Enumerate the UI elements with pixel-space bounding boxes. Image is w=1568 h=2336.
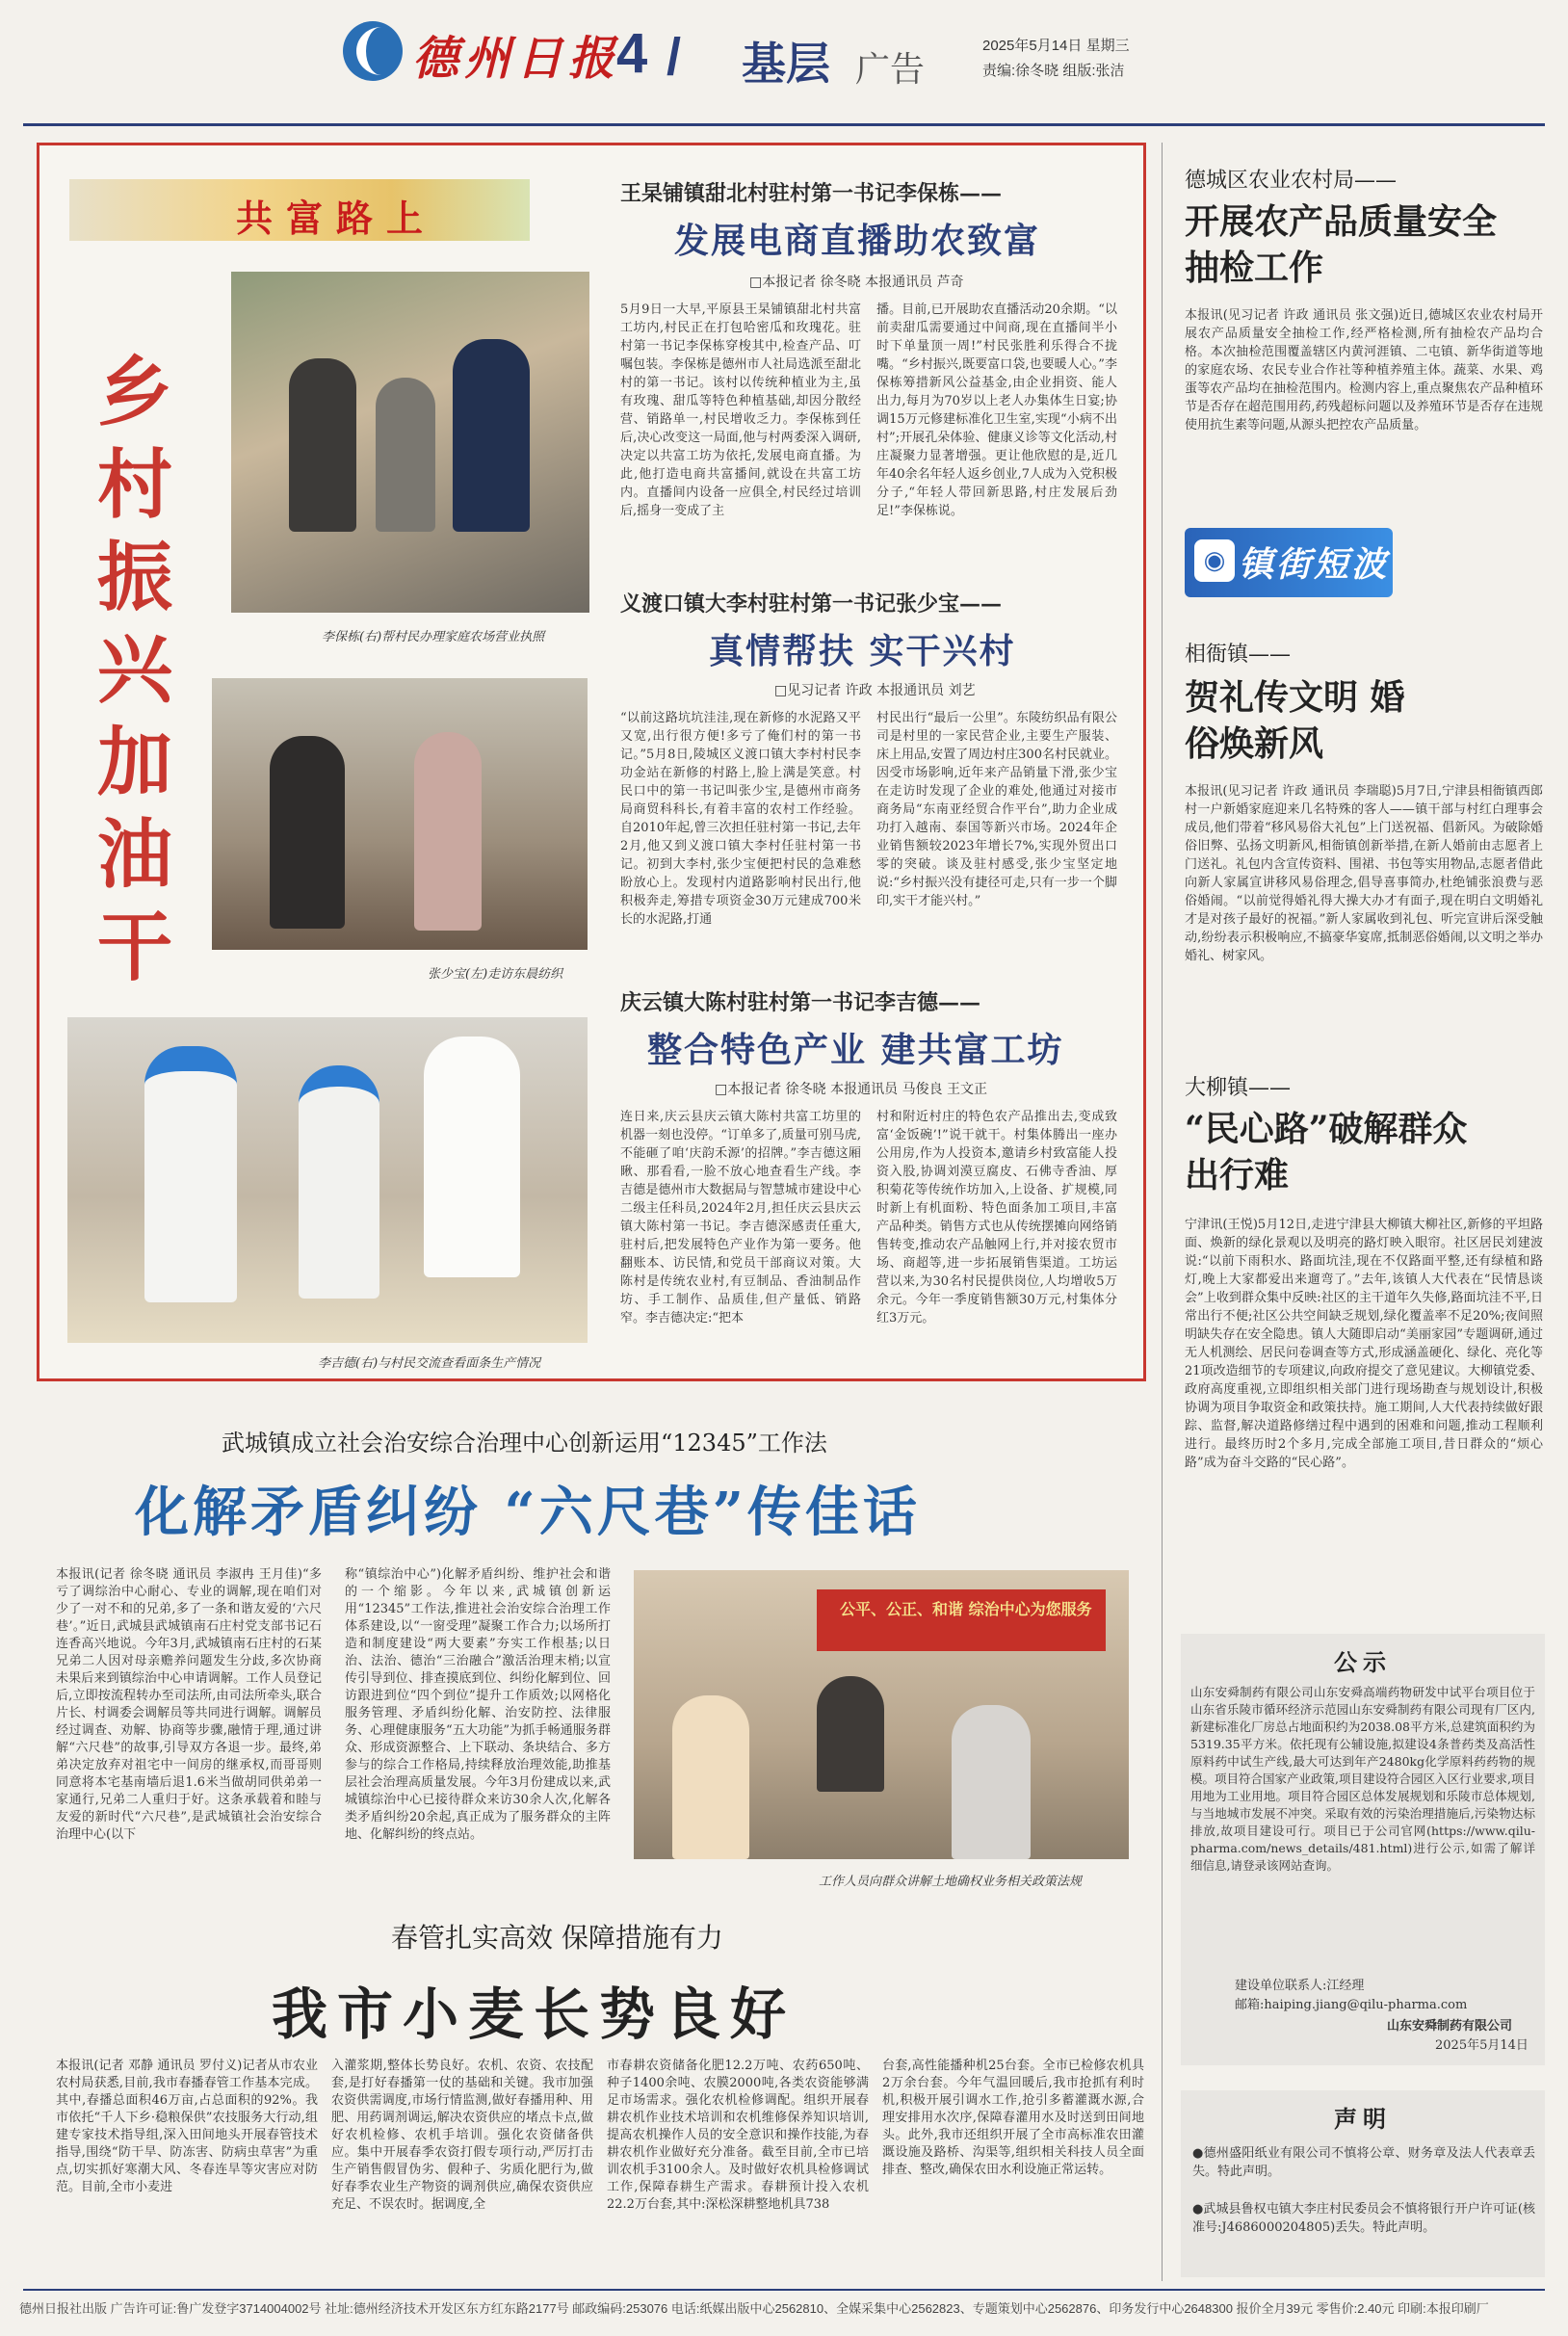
page-number: 4 <box>616 22 648 85</box>
notice-company: 山东安舜制药有限公司 <box>1387 2019 1513 2034</box>
notice-header: 公示 <box>1334 1648 1392 1676</box>
statement-item: ●德州盛阳纸业有限公司不慎将公章、财务章及法人代表章丢失。特此声明。 <box>1192 2146 1535 2179</box>
person-figure <box>952 1705 1031 1859</box>
article-body: 播。目前,已开展助农直播活动20余期。“以前卖甜瓜需要通过中间商,现在直播间半小时下单量顶一周!”村民张胜利乐得合不拢嘴。“乡村振兴,既要富口袋,也要暖人心。”李保栋筹措新风公益基金,由企业捐资、能人出力,每月为70岁以上老人办集体生日宴;协调15万元修建标准化卫生室,实现“小病不出村”;开展孔朵体验、健康义诊等文化活动,村庄凝聚力显著增强。更让他欣慰的是,近几年40余名年轻人返乡创业,7人成为入党积极分子,“年轻人带回新思路,村庄发展后劲足!”李保栋说。 <box>876 302 1117 518</box>
article-body: 5月9日一大早,平原县王杲铺镇甜北村共富工坊内,村民正在打包哈密瓜和玫瑰花。驻村第一书记李保栋穿梭其中,检查产品、叮嘱包装。李保栋是德州市人社局选派至甜北村的第一书记。该村以传统种植业为主,虽有玫瑰、甜瓜等特色种植基础,却因分散经营、销路单一,村民增收乏力。李保栋到任后,决心改变这一局面,他与村两委深入调研,决定以共富工坊为依托,发展电商直播。为此,他打造电商共富播间,就设在共富工坊内。直播间内设备一应俱全,村民经过培训后,摇身一变成了主 <box>620 302 861 518</box>
article-body: 连日来,庆云县庆云镇大陈村共富工坊里的机器一刻也没停。“订单多了,质量可别马虎,不能砸了咱‘庆韵禾源’的招牌。”李吉德这厢瞅、那看看,一脸不放心地查看生产线。李吉德是德州市大数据局与智慧城市建设中心二级主任科员,2024年2月,担任庆云县庆云镇大陈村第一书记。李吉德深感责任重大,驻村后,把发展特色产业作为第一要务。他翻账本、访民情,和党员干部商议对策。大陈村是传统农业村,有豆制品、香油制品作坊、手工制作、品质佳,但产量低、销路窄。李吉德决定:“把本 <box>620 1110 861 1325</box>
notice-email: 邮箱:haiping.jiang@qilu-pharma.com <box>1235 1998 1468 2012</box>
article-body: 市春耕农资储备化肥12.2万吨、农药650吨、种子1400余吨、农膜2000吨,各类农资能够满足市场需求。强化农机检修调配。组织开展春耕农机作业技术培训和农机维修保养知识培训,提高农机操作人员的安全意识和操作技能,为春耕农机作业做好充分准备。截至目前,全市已培训农机手3100余人。及时做好农机具检修调试工作,保障春耕生产需求。春耕预计投入农机22.2万台套,其中:深松深耕整地机具738 <box>607 2059 869 2212</box>
article-title: 我市小麦长势良好 <box>272 1982 797 2047</box>
banner-title: 共富路上 <box>236 199 437 240</box>
article-body: “以前这路坑坑洼洼,现在新修的水泥路又平又宽,出行很方便!多亏了俺们村的第一书记。”5月8日,陵城区义渡口镇大李村村民李功金站在新修的村路上,脸上满是笑意。村民口中的第一书记叫张少宝,是德州市商务局商贸科科长,有着丰富的农村工作经验。自2010年起,曾三次担任驻村第一书记,去年2月,他又到义渡口镇大李村任驻村第一书记。初到大李村,张少宝便把村民的急难愁盼放心上。发现村内道路影响村民出行,他积极奔走,筹措专项资金30万元建成700米长的水泥路,打通 <box>620 711 861 927</box>
article-title: 化解矛盾纠纷 “六尺巷”传佳话 <box>135 1481 921 1544</box>
article-kicker: 王杲铺镇甜北村驻村第一书记李保栋—— <box>620 181 1003 206</box>
article-kicker: 义渡口镇大李村驻村第一书记张少宝—— <box>620 591 1003 617</box>
article-kicker: 武城镇成立社会治安综合治理中心创新运用“12345”工作法 <box>222 1430 827 1457</box>
article-title: 整合特色产业 建共富工坊 <box>647 1030 1064 1070</box>
person-figure <box>453 339 530 532</box>
photo-lijide <box>67 1017 588 1343</box>
story-kicker: 相衙镇—— <box>1185 643 1292 667</box>
article-body: 称“镇综治中心”)化解矛盾纠纷、维护社会和谐的一个缩影。今年以来,武城镇创新运用“12345”工作法,推进社会治安综合治理工作体系建设,以“一窗受理”凝聚工作合力;以场所打造和制度建设“两大要素”夯实工作根基;以日治、法治、德治“三治融合”激活治理末梢;以宣传引导到位、排查摸底到位、纠纷化解到位、回访跟进到位“四个到位”提升工作质效;以网格化服务管理、矛盾纠纷化解、治安防控、法律服务、心理健康服务“五大功能”为抓手畅通服务群众、形成资源整合、上下联动、条块结合、多方参与的综合工作格局,持续释放治理效能,助推基层社会治理高质量发展。今年3月份建成以来,武城镇综治中心已接待群众来访30余人次,化解各类矛盾纠纷20余起,真正成为了服务群众的主阵地、化解纠纷的终点站。 <box>345 1567 611 1842</box>
statement-item: ●武城县鲁权屯镇大李庄村民委员会不慎将银行开户许可证(核准号:J4686000204805)丢失。特此声明。 <box>1192 2202 1535 2235</box>
article-body: 村民出行“最后一公里”。东陵纺织品有限公司是村里的一家民营企业,主要生产服装、床上用品,安置了周边村庄300名村民就业。因受市场影响,近年来产品销量下滑,张少宝在走访时发现了企业的难处,他通过对接市商务局“东南亚经贸合作平台”,助力企业成功打入越南、泰国等新兴市场。2024年企业销售额较2023年增长7%,实现外贸出口零的突破。谈及驻村感受,张少宝坚定地说:“乡村振兴没有捷径可走,只有一步一个脚印,实干才能兴村。” <box>876 711 1117 908</box>
notice-date: 2025年5月14日 <box>1435 2038 1529 2053</box>
article-body: 入灌浆期,整体长势良好。农机、农资、农技配套,是打好春播第一仗的基础和关键。我市加强农资供需调度,市场行情监测,做好春播用种、用肥、用药调剂调运,解决农资供应的堵点卡点,做好农机检修、农机手培训。强化农资储备供应。集中开展春季农资打假专项行动,严厉打击生产销售假冒伪劣、假种子、劣质化肥行为,做好春季农业生产物资的调剂供应,确保农资供应充足、不误农时。据调度,全 <box>331 2059 593 2212</box>
article-byline: □见习记者 许政 本报通讯员 刘艺 <box>774 683 976 698</box>
person-figure <box>270 736 345 929</box>
story-body: 宁津讯(王悦)5月12日,走进宁津县大柳镇大柳社区,新修的平坦路面、焕新的绿化景观以及明亮的路灯映入眼帘。社区居民刘建波说:“以前下雨积水、路面坑洼,现在不仅路面平整,还有绿植和路灯,晚上大家都爱出来遛弯了。”去年,该镇人大代表在“民情恳谈会”上收到群众集中反映:社区的主干道年久失修,路面坑洼不平,日常出行不便;社区公共空间缺乏规划,绿化覆盖率不足20%;夜间照明缺失存在安全隐患。镇人大随即启动“美丽家园”专题调研,通过无人机测绘、居民问卷调查等方式,形成涵盖硬化、绿化、亮化等21项改造细节的专项建议,向政府提交了意见建议。大柳镇党委、政府高度重视,立即组织相关部门进行现场勘查与规划设计,积极协调为项目争取资金和政策扶持。施工期间,人大代表持续做好跟踪、监督,解决道路修缮过程中遇到的困难和问题,推动工程顺利进行。最终历时2个多月,完成全部施工项目,昔日群众的“烦心路”成为奋斗交路的“民心路”。 <box>1185 1218 1543 1470</box>
person-figure <box>289 358 356 532</box>
article-body: 村和附近村庄的特色农产品推出去,变成致富‘金饭碗’!”说干就干。村集体腾出一座办公用房,作为人投资本,邀请乡村致富能人投资入股,协调刘漠豆腐皮、石佛寺香油、厚积菊花等传统作坊加入,上设备、扩规模,同时新上有机面粉、特色面条加工项目,丰富产品种类。销售方式也从传统摆摊向网络销售转变,推动农产品触网上行,并对接农贸市场、商超等,进一步拓展销售渠道。工坊运营以来,为30名村民提供岗位,人均增收5万余元。今年一季度销售额30万元,村集体分红3万元。 <box>876 1110 1117 1325</box>
section-badge-label: 镇街短波 <box>1239 544 1390 585</box>
editor-line: 责编:徐冬晓 组版:张洁 <box>982 63 1125 79</box>
footer-info: 德州日报社出版 广告许可证:鲁广发登字3714004002号 社址:德州经济技术开发区东方红东路2177号 邮政编码:253076 电话:纸媒出版中心2562810、全媒采集中心2562823、专题策划中心2562876、印务发行中心2648300 报价全月39元 零售价:2.40元 印刷:本报印刷厂 <box>19 2301 1489 2316</box>
person-figure <box>672 1695 749 1859</box>
article-kicker: 庆云镇大陈村驻村第一书记李吉德—— <box>620 990 981 1015</box>
column-divider <box>1162 143 1163 2281</box>
paper-logo-icon <box>343 21 403 81</box>
article-byline: □本报记者 徐冬晓 本报通讯员 芦奇 <box>749 275 964 290</box>
vertical-title: 乡村振兴加油干 <box>96 349 172 991</box>
notice-body: 山东安舜制药有限公司山东安舜高端药物研发中试平台项目位于山东省乐陵市循环经济示范园山东安舜制药有限公司现有厂区内,新建标准化厂房总占地面积约为2038.08平方米,总建筑面积约为5319.35平方米。依托现有公辅设施,拟建设4条普药类及高活性原料药中试生产线,最大可达到年产2480kg化学原料药药物的规模。项目符合国家产业政策,项目建设符合园区入区行业要求,项目用地为工业用地。项目符合园区总体发展规划和乐陵市总体规划,与当地城市发展不冲突。采取有效的污染治理措施后,污染物达标排放,故项目建设可行。项目已于公司官网(https://www.qilu-pharma.com/news_details/481.html)进行公示,如需了解详细信息,请登录该网站查询。 <box>1190 1685 1535 1873</box>
story-body: 本报讯(见习记者 许政 通讯员 李瑞聪)5月7日,宁津县相衙镇西郎村一户新婚家庭迎来几名特殊的客人——镇干部与村红白理事会成员,他们带着“移风易俗大礼包”上门送祝福、倡新风。为破除婚俗旧弊、弘扬文明新风,相衙镇创新举措,在新人婚前由志愿者上门送礼。礼包内含宣传资料、围裙、书包等实用物品,志愿者借此向新人家属宣讲移风易俗理念,倡导喜事简办,杜绝铺张浪费与恶俗婚闹。“以前觉得婚礼得大操大办才有面子,现在明白文明婚礼才是对孩子最好的祝福。”新人家属收到礼包、听完宣讲后深受触动,纷纷表示积极响应,不搞豪华宴席,抵制恶俗婚闹,以文明之举办婚礼、树家风。 <box>1185 784 1543 963</box>
article-body: 台套,高性能播种机25台套。全市已检修农机具2万余台套。今年气温回暖后,我市抢抓有利时机,积极开展引调水工作,抢引多蓄灌溉水源,合理安排用水次序,保障春灌用水及时送到田间地头。此外,我市还组织开展了全市高标准农田灌溉设施及路桥、沟渠等,组织相关科技人员全面排查、整改,确保农田水利设施正常运转。 <box>882 2059 1144 2177</box>
photo-mediation-center <box>634 1570 1129 1859</box>
story-title: 开展农产品质量安全抽检工作 <box>1185 201 1498 288</box>
article-title: 真情帮扶 实干兴村 <box>709 631 1016 671</box>
story-title: 贺礼传文明 婚俗焕新风 <box>1185 677 1405 764</box>
person-figure <box>424 1037 520 1277</box>
broadcast-icon: ◉ <box>1194 539 1235 582</box>
photo-caption: 李保栋(右)帮村民办理家庭农场营业执照 <box>322 630 545 644</box>
person-figure <box>414 732 482 931</box>
article-byline: □本报记者 徐冬晓 本报通讯员 马俊良 王文正 <box>715 1082 988 1097</box>
story-kicker: 大柳镇—— <box>1185 1076 1292 1100</box>
section-title: 基层 <box>742 39 830 89</box>
masthead-rule <box>23 123 1545 126</box>
photo-libaodong <box>231 272 589 613</box>
notice-contact: 建设单位联系人:江经理 <box>1235 1979 1365 1993</box>
person-figure <box>376 378 435 532</box>
person-figure <box>299 1065 379 1299</box>
service-sign-text: 公平、公正、和谐 综治中心为您服务 <box>840 1600 1092 1618</box>
paper-name: 德州日报 <box>412 32 621 86</box>
statement-header: 声明 <box>1334 2105 1392 2133</box>
issue-date: 2025年5月14日 星期三 <box>982 38 1130 54</box>
story-body: 本报讯(见习记者 许政 通讯员 张文强)近日,德城区农业农村局开展农产品质量安全抽检工作,经严格检测,所有抽检农产品均合格。本次抽检范围覆盖辖区内黄河涯镇、二屯镇、新华街道等地的家庭农场、农民专业合作社等种植养殖主体。蔬菜、水果、鸡蛋等农产品均在抽检范围内。检测内容上,重点聚焦农产品种植环节是否存在超范围用药,药残超标问题以及养殖环节是否存在违规使用抗生素等问题,从源头把控农产品质量。 <box>1185 308 1543 433</box>
photo-zhangshaobao <box>212 678 588 950</box>
photo-caption: 张少宝(左)走访东晨纺织 <box>428 967 563 982</box>
story-title: “民心路”破解群众出行难 <box>1185 1109 1468 1195</box>
article-body: 本报讯(记者 邓静 通讯员 罗付义)记者从市农业农村局获悉,目前,我市春播春管工作基本完成。其中,春播总面积46万亩,占总面积的92%。我市依托“千人下乡·稳粮保供”农技服务大行动,组建专家技术指导组,深入田间地头开展春管技术指导,围绕“防干旱、防冻害、防病虫草害”为重点,切实抓好寒潮大风、冬春连旱等灾害应对防范。目前,全市小麦进 <box>56 2059 318 2194</box>
story-kicker: 德城区农业农村局—— <box>1185 169 1398 193</box>
article-kicker: 春管扎实高效 保障措施有力 <box>391 1922 723 1954</box>
person-figure <box>817 1676 884 1792</box>
footer-rule <box>23 2289 1545 2291</box>
photo-caption: 李吉德(右)与村民交流查看面条生产情况 <box>318 1356 541 1371</box>
ad-label: 广告 <box>855 49 926 89</box>
photo-caption: 工作人员向群众讲解土地确权业务相关政策法规 <box>819 1875 1083 1889</box>
person-figure <box>144 1046 237 1302</box>
slash-divider: / <box>666 28 682 86</box>
article-body: 本报讯(记者 徐冬晓 通讯员 李淑冉 王月佳)“多亏了调综治中心耐心、专业的调解,现在咱们对少了一对不和的兄弟,多了一条和谐友爱的‘六尺巷’。”近日,武城县武城镇南石庄村党支部书记石连香高兴地说。今年3月,武城镇南石庄村的石某兄弟二人因对母亲赡养问题发生分歧,多次协商未果后来到镇综治中心申请调解。工作人员登记后,立即按流程转办至司法所,由司法所牵头,联合片长、村调委会调解员等共同进行调解。调解员经过调查、劝解、协商等步骤,融情于理,通过讲解“六尺巷”的故事,引导双方各退一步。最终,弟弟决定放弃对祖宅中一间房的继承权,而哥哥则同意将本宅基南墙后退1.6米当做胡同供弟弟一家通行,兄弟二人重归于好。这条承载着和睦与友爱的新时代“六尺巷”,是武城镇社会治安综合治理中心(以下 <box>56 1567 322 1842</box>
article-title: 发展电商直播助农致富 <box>674 221 1041 261</box>
